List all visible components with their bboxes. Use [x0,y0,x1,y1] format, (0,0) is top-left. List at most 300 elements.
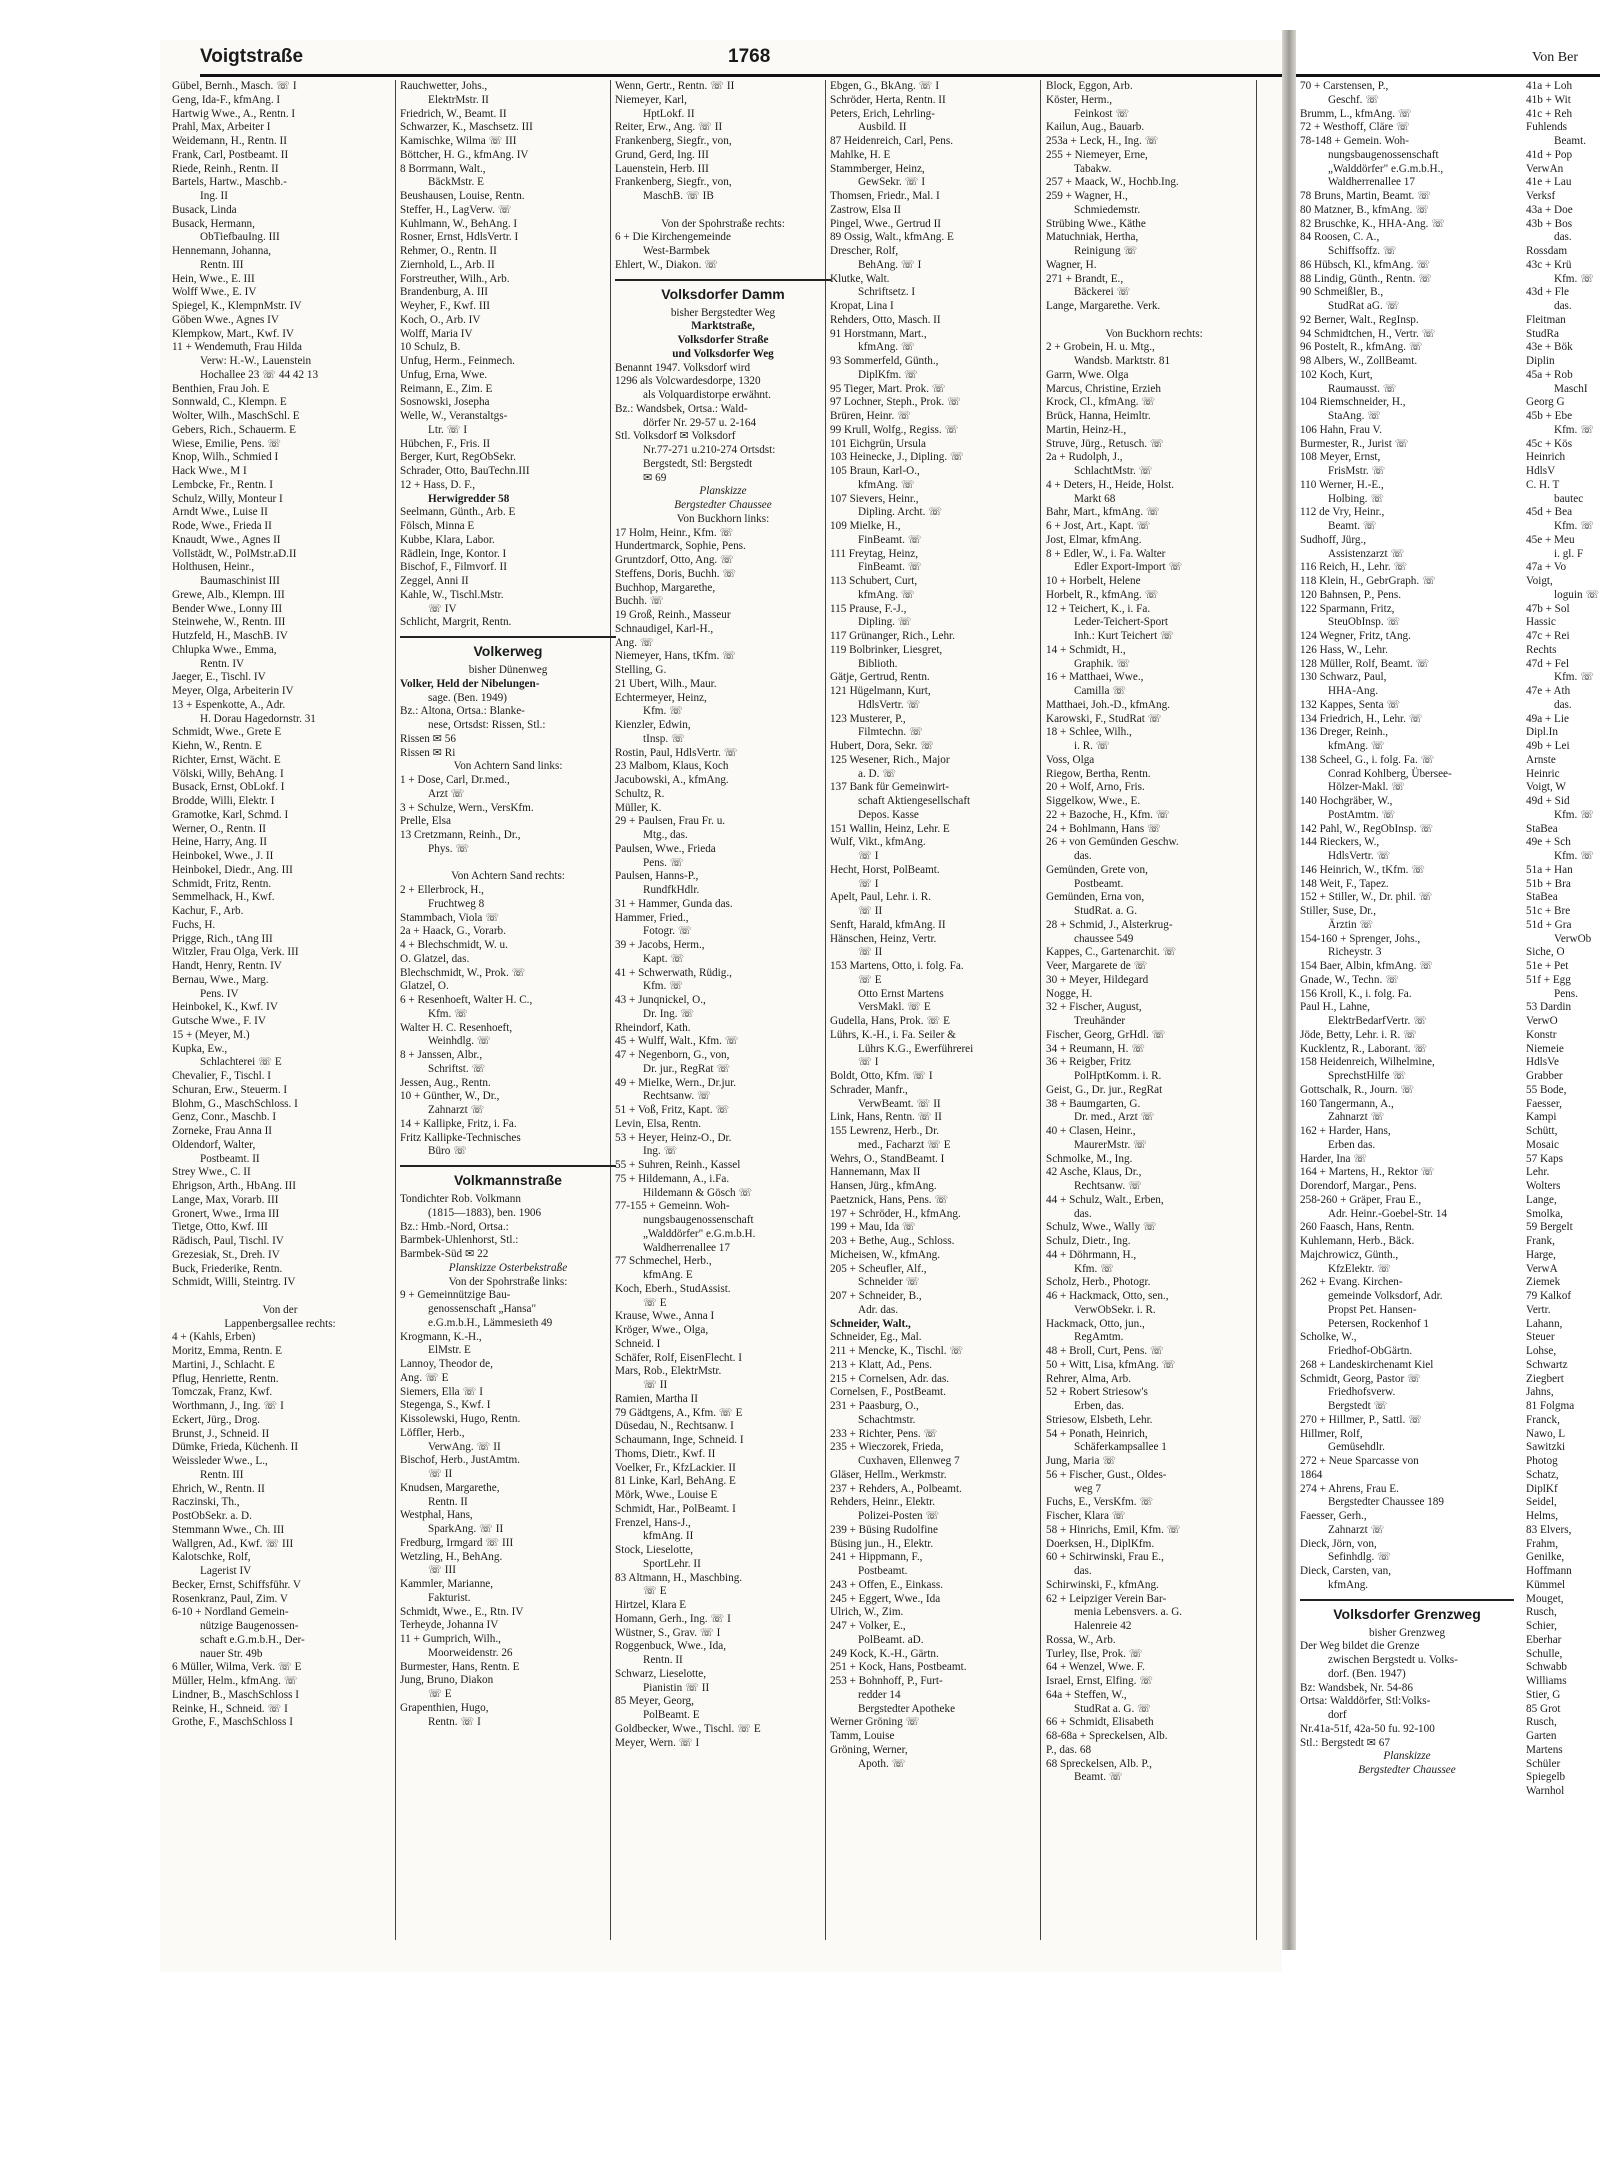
directory-entry: Barmbek-Uhlenhorst, Stl.: [400,1234,519,1247]
directory-entry: Knop, Wilh., Schmied I [172,451,279,464]
directory-entry: Pens. IV [200,987,239,1000]
directory-entry: SprechstHilfe ☏ [1328,1070,1407,1082]
directory-entry: Kalotschke, Rolf, [172,1551,251,1564]
directory-entry: Wehrs, O., StandBeamt. I [830,1152,945,1165]
directory-entry: Friedhofsverw. [1328,1386,1396,1399]
directory-entry: 8 Borrmann, Walt., [400,162,486,175]
directory-entry: Ang. ☏ E [400,1371,449,1384]
directory-entry: Moorweidenstr. 26 [428,1646,513,1659]
directory-entry: MaurerMstr. ☏ [1074,1138,1148,1151]
directory-entry: StaBea [1526,822,1558,835]
column-2-entries [400,80,616,630]
directory-entry: Schmidt, Willi, Steintrg. IV [172,1276,296,1289]
directory-entry: P., das. 68 [1046,1743,1092,1756]
directory-entry: 47b + Sol [1526,602,1570,615]
directory-entry: Tabakw. [1074,162,1112,175]
directory-entry: Marktstraße, [691,320,755,333]
directory-entry: 164 + Martens, H., Rektor ☏ [1300,1166,1435,1179]
directory-entry: Frankenberg, Siegfr., von, [615,135,732,147]
directory-entry: Kfm. ☏ [428,1007,469,1020]
directory-entry: 215 + Cornelsen, Adr. das. [830,1372,950,1385]
directory-entry: Grapenthien, Hugo, [400,1701,489,1714]
directory-entry: Striesow, Elsbeth, Lehr. [1046,1413,1153,1426]
directory-entry: Löffler, Herb., [400,1426,465,1439]
directory-entry: Düsedau, N., Rechtsanw. I [615,1420,734,1433]
directory-entry: Kahle, W., Tischl.Mstr. [400,588,504,601]
directory-entry: Arnste [1526,753,1556,766]
directory-entry: 132 Kappes, Senta ☏ [1300,698,1401,711]
directory-entry: nungsbaugenossenschaft [643,1214,754,1226]
directory-entry: 138 Scheel, G., i. folg. Fa. ☏ [1300,753,1435,766]
directory-entry: Wüstner, S., Grav. ☏ I [615,1626,721,1639]
directory-entry: Link, Hans, Rentn. ☏ II [830,1111,942,1124]
directory-entry: 64 + Wenzel, Wwe. F. [1046,1661,1145,1674]
directory-entry: 257 + Maack, W., Hochb.Ing. [1046,176,1179,189]
directory-entry: Brück, Hanna, Heimltr. [1046,410,1151,422]
directory-entry: 123 Musterer, P., [830,712,906,725]
directory-entry: 66 + Schmidt, Elisabeth [1046,1716,1154,1729]
directory-entry: Harder, Ina ☏ [1300,1152,1368,1165]
directory-entry: med., Facharzt ☏ E [858,1138,951,1151]
directory-entry: 89 Ossig, Walt., kfmAng. E [830,231,954,244]
directory-entry: ☏ I [858,877,879,890]
directory-entry: Scholke, W., [1300,1331,1357,1344]
header-rule [200,74,1282,77]
directory-entry: 144 Rieckers, W., [1300,836,1380,849]
directory-entry: KfzElektr. ☏ [1328,1262,1392,1275]
directory-entry: Arndt Wwe., Luise II [172,506,268,519]
directory-entry: 40 + Clasen, Heinr., [1046,1125,1136,1137]
directory-entry: 130 Schwarz, Paul, [1300,671,1387,684]
directory-entry: Schrader, Otto, BauTechn.III [400,465,530,477]
directory-entry: Rentn. IV [200,657,245,670]
directory-entry: Vollstädt, W., PolMstr.aD.II [172,547,297,560]
directory-entry: Krogmann, K.-H., [400,1330,482,1343]
directory-entry: Tietge, Otto, Kwf. III [172,1221,268,1234]
directory-entry: Koch, Eberh., StudAssist. [615,1282,731,1295]
directory-entry: ElMstr. E [428,1344,471,1357]
directory-entry: Genilke, [1526,1551,1565,1564]
directory-entry: Mahlke, H. E [830,148,891,161]
directory-entry: Von der [262,1303,298,1316]
directory-entry: BäckMstr. E [428,176,484,189]
directory-entry: 43d + Fle [1526,286,1569,299]
directory-entry: ElektrMstr. II [428,93,489,106]
directory-entry: 45b + Ebe [1526,410,1573,422]
directory-entry: 6 + Die Kirchengemeinde [615,231,731,244]
directory-entry: Kfm. ☏ [643,980,684,993]
directory-entry: Kuhlemann, Herb., Bäck. [1300,1235,1415,1247]
directory-entry: Levin, Elsa, Rentn. [615,1117,702,1130]
directory-entry: bautec [1554,492,1584,505]
directory-entry: Bergstedter Chaussee 189 [1328,1496,1444,1509]
directory-entry: ☏ E [428,1688,452,1700]
directory-entry: ☏ E [643,1296,667,1309]
directory-entry: Ing. II [200,190,228,202]
directory-entry: Postbeamt. [1074,877,1124,890]
directory-entry: 17 Holm, Heinr., Kfm. ☏ [615,526,734,539]
directory-entry: 199 + Mau, Ida ☏ [830,1221,916,1234]
directory-entry: Bergstedter Apotheke [858,1702,956,1715]
directory-entry: Vertr. [1526,1303,1551,1316]
directory-entry: Photog [1526,1455,1558,1467]
directory-entry: 51f + Egg [1526,973,1571,986]
directory-entry: Voigt, W [1526,781,1566,794]
directory-entry: und Volksdorfer Weg [672,347,774,360]
directory-entry: Westphal, Hans, [400,1509,473,1522]
directory-entry: Fischer, Georg, GrHdl. ☏ [1046,1028,1166,1041]
directory-entry: 12 + Teichert, K., i. Fa. [1046,602,1151,615]
directory-entry: Senft, Harald, kfmAng. II [830,918,946,931]
directory-entry: Friedrich, W., Beamt. II [400,107,507,120]
directory-entry: Frank, Carl, Postbeamt. II [172,148,289,161]
directory-entry: Spiegelb [1526,1771,1566,1784]
column-2 [400,80,616,1965]
directory-entry: Siggelkow, Wwe., E. [1046,795,1141,807]
directory-entry: Ebgen, G., BkAng. ☏ I [830,80,940,92]
directory-entry: 75 + Hildemann, A., i.Fa. [615,1172,730,1185]
directory-entry: Wallgren, Ad., Kwf. ☏ III [172,1537,294,1550]
directory-entry: Rentn. III [200,1468,244,1481]
directory-entry: 146 Heinrich, W., tKfm. ☏ [1300,863,1426,876]
directory-entry: Eckert, Jürg., Drog. [172,1413,261,1426]
directory-entry: 272 + Neue Sparcasse von [1300,1455,1419,1467]
directory-entry: 12 + Hass, D. F., [400,478,476,491]
directory-entry: Rentn. III [200,258,244,271]
directory-entry: Sonnwald, C., Klempn. E [172,396,287,409]
directory-entry: RegAmtm. [1074,1331,1124,1344]
directory-entry: Nr.41a-51f, 42a-50 fu. 92-100 [1300,1722,1435,1735]
directory-entry: Boldt, Otto, Kfm. ☏ I [830,1070,933,1082]
directory-entry: Gübel, Bernh., Masch. ☏ I [172,80,297,92]
directory-entry: Brumm, L., kfmAng. ☏ [1300,107,1412,120]
directory-entry: DiplKfm. ☏ [858,368,918,381]
directory-entry: 98 Albers, W., ZollBeamt. [1300,355,1418,367]
directory-entry: Tondichter Rob. Volkmann [400,1193,521,1205]
directory-entry: 14 + Schmidt, H., [1046,643,1126,656]
directory-entry: Unfug, Herm., Feinmech. [400,355,515,367]
directory-entry: Ang. ☏ [615,636,654,649]
directory-entry: Schulz, Wwe., Wally ☏ [1046,1221,1157,1234]
directory-entry: 255 + Niemeyer, Erne, [1046,148,1148,161]
directory-entry: Buchh. ☏ [615,595,664,608]
directory-entry: Kamischke, Wilma ☏ III [400,135,517,147]
directory-entry: Gudella, Hans, Prok. ☏ E [830,1015,950,1027]
directory-entry: Gronert, Wwe., Irma III [172,1207,280,1220]
directory-entry: 156 Kroll, K., i. folg. Fa. [1300,987,1412,1000]
directory-entry: Block, Eggon, Arb. [1046,80,1133,92]
directory-entry: 134 Friedrich, H., Lehr. ☏ [1300,712,1423,725]
column-6 [1300,80,1514,1940]
directory-entry: Erben das. [1328,1138,1376,1151]
directory-entry: Richeystr. 3 [1328,946,1382,959]
directory-entry: 245 + Eggert, Wwe., Ida [830,1592,941,1605]
directory-entry: Heinbokel, Wwe., J. II [172,850,274,862]
directory-entry: 116 Reich, H., Lehr. ☏ [1300,561,1408,574]
directory-entry: Sawitzki [1526,1441,1566,1454]
directory-entry: VersMakl. ☏ E [858,1001,931,1014]
section-title-volksdorfer-grenzweg: Volksdorfer Grenzweg [1300,1599,1514,1623]
directory-entry: dorf. (Ben. 1947) [1328,1667,1406,1680]
directory-entry: Inh.: Kurt Teichert ☏ [1074,630,1174,642]
directory-entry: Rusch, [1526,1716,1557,1729]
directory-entry: Fleitman [1526,313,1566,326]
directory-entry: Burmester, Hans, Rentn. E [400,1660,520,1673]
directory-entry: Pens. [1554,987,1578,1000]
directory-entry: 51d + Gra [1526,918,1572,931]
directory-entry: 271 + Brandt, E., [1046,272,1124,285]
directory-entry: Walter H. C. Resenhoeft, [400,1021,513,1034]
directory-entry: Sefinhdlg. ☏ [1328,1551,1392,1564]
directory-entry: 44 + Döhrmann, H., [1046,1248,1137,1261]
directory-entry: Frank, [1526,1235,1555,1247]
directory-entry: Schlicht, Margrit, Rentn. [400,616,512,629]
directory-entry: Wandsb. Marktstr. 81 [1074,355,1171,367]
directory-entry: Bergstedt, Stl: Bergstedt [643,457,753,470]
directory-entry: Petersen, Rockenhof 1 [1328,1317,1429,1330]
directory-entry: Treuhänder [1074,1015,1126,1027]
directory-entry: Strübing Wwe., Käthe [1046,217,1146,230]
volksdorfer-grenzweg-entries [1300,1627,1514,1778]
directory-entry: Blechschmidt, W., Prok. ☏ [400,966,526,979]
directory-entry: Büro ☏ [428,1145,468,1158]
directory-entry: ☏ E [858,973,882,986]
directory-entry: Kachur, F., Arb. [172,905,244,917]
directory-entry: 41d + Pop [1526,148,1573,161]
column-5 [1046,80,1262,1965]
directory-entry: Propst Pet. Hansen- [1328,1303,1417,1316]
directory-entry: 45e + Meu [1526,533,1575,546]
directory-entry: Rissen ✉ 56 [400,732,456,745]
directory-entry: kfmAng. [1328,1578,1369,1591]
directory-entry: Weidemann, H., Rentn. II [172,135,287,147]
directory-entry: 21 Ubert, Wilh., Maur. [615,677,717,690]
directory-entry: Fotogr. ☏ [643,925,692,938]
directory-entry: Hammer, Fried., [615,911,689,924]
directory-entry: Bz.: Hmb.-Nord, Ortsa.: [400,1220,509,1233]
directory-entry: 88 Lindig, Günth., Rentn. ☏ [1300,272,1433,285]
directory-entry: Jung, Bruno, Diakon [400,1674,494,1687]
directory-entry: 128 Müller, Rolf, Beamt. ☏ [1300,657,1430,670]
directory-entry: Steuer [1526,1331,1555,1344]
directory-entry [615,204,831,218]
directory-entry: 235 + Wieczorek, Frieda, [830,1441,944,1454]
directory-entry: Paulsen, Wwe., Frieda [615,842,716,855]
directory-entry: Schröder, Herta, Rentn. II [830,93,946,106]
directory-entry: Diplin [1526,355,1555,367]
directory-entry: Steffens, Doris, Buchh. ☏ [615,567,737,580]
directory-entry: 258-260 + Gräper, Frau E., [1300,1193,1422,1206]
directory-entry: PolHptKomm. i. R. [1074,1070,1162,1082]
directory-entry: Völski, Willy, BehAng. I [172,767,284,780]
directory-entry: Wolff Wwe., E. IV [172,286,257,299]
directory-entry: Kröger, Wwe., Olga, [615,1324,709,1336]
directory-entry: 94 Schmidtchen, H., Vertr. ☏ [1300,327,1436,340]
directory-entry: Feinkost ☏ [1074,107,1130,120]
directory-entry: Ehrigson, Arth., HbAng. III [172,1180,296,1192]
directory-entry: Schwarz, Lieselotte, [615,1667,707,1680]
directory-entry: Schmolke, M., Ing. [1046,1152,1133,1165]
directory-entry: Bischof, F., Filmvorf. II [400,561,507,574]
directory-entry: ☏ II [643,1379,668,1391]
directory-entry: Jung, Maria ☏ [1046,1455,1117,1467]
directory-entry: Bäckerei ☏ [1074,286,1131,299]
directory-entry: 11 + Gumprich, Wilh., [400,1633,501,1645]
directory-entry: Zastrow, Elsa II [830,203,902,216]
directory-entry: H. Dorau Hagedornstr. 31 [200,712,316,725]
directory-entry: Schneid. I [615,1337,661,1350]
directory-entry: Planskizze [699,485,747,498]
directory-entry: Verksf [1526,190,1556,202]
directory-entry: 47e + Ath [1526,685,1571,697]
directory-entry: Dipling. ☏ [858,616,912,629]
directory-entry: 45 + Wulff, Walt., Kfm. ☏ [615,1035,739,1048]
directory-entry: 84 Roosen, C. A., [1300,231,1380,244]
directory-entry: 253 + Bohnhoff, P., Furt- [830,1675,943,1687]
directory-entry: 54 + Ponath, Heinrich, [1046,1427,1148,1440]
directory-entry: Lehr. [1526,1166,1550,1179]
directory-entry: HptLokf. II [643,107,695,120]
directory-entry: Dr. jur., RegRat ☏ [643,1062,731,1075]
directory-entry: redder 14 [858,1688,901,1701]
directory-entry: Pens. ☏ [643,856,684,869]
directory-entry: 22 + Bazoche, H., Kfm. ☏ [1046,808,1170,821]
directory-entry: Kropat, Lina I [830,300,894,312]
directory-entry: 18 + Schlee, Wilh., [1046,726,1132,739]
directory-entry: ☏ I [858,1056,879,1069]
directory-entry: Kfm. ☏ [1554,671,1595,684]
directory-entry: 233 + Richter, Pens. ☏ [830,1427,938,1440]
directory-entry: 95 Tieger, Mart. Prok. ☏ [830,382,946,395]
directory-entry: Drescher, Rolf, [830,245,899,257]
directory-entry: Genz, Conr., Maschb. I [172,1111,277,1124]
directory-entry: 43c + Krü [1526,258,1572,271]
directory-entry: Rehders, Otto, Masch. II [830,313,941,326]
directory-entry: Gebers, Rich., Schauerm. E [172,423,296,436]
directory-entry: Schmidt, Georg, Pastor ☏ [1300,1372,1421,1385]
directory-entry: Lohse, [1526,1345,1557,1357]
directory-entry: Meyer, Wern. ☏ I [615,1736,700,1749]
directory-entry: Stammbach, Viola ☏ [400,911,500,924]
directory-entry: Thoms, Dietr., Kwf. II [615,1447,716,1460]
directory-entry: weg 7 [1074,1482,1102,1495]
directory-entry: 72 + Westhoff, Cläre ☏ [1300,121,1411,134]
directory-entry: 118 Klein, H., GebrGraph. ☏ [1300,575,1436,587]
directory-entry: „Walddörfer" e.G.m.b.H. [643,1227,756,1240]
directory-entry: Schulz, Willy, Monteur I [172,492,283,505]
directory-entry: Holbing. ☏ [1328,492,1385,505]
column-3-entries [615,80,831,273]
directory-entry: Mars, Rob., ElektrMstr. [615,1365,722,1378]
directory-entry: Schwarzer, K., Maschsetz. III [400,121,533,134]
directory-entry: Schmidt, Wwe., Grete E [172,726,282,739]
volkmannstrasse-entries [400,1193,616,1729]
directory-entry: Paulsen, Hanns-P., [615,870,699,883]
directory-entry: das. [1554,300,1572,312]
directory-entry: Wenn, Gertr., Rentn. ☏ II [615,80,735,92]
directory-entry: Rentn. ☏ I [428,1715,481,1728]
directory-entry: 107 Sievers, Heinr., [830,492,919,505]
directory-entry: Kfm. ☏ [1554,272,1595,285]
directory-entry: 197 + Schröder, H., kfmAng. [830,1207,961,1220]
directory-entry [400,857,616,871]
directory-entry: FinBeamt. ☏ [858,561,922,574]
directory-entry: Dümke, Frieda, Küchenh. II [172,1441,299,1454]
directory-entry: 45d + Bea [1526,506,1573,519]
directory-entry: 44 + Schulz, Walt., Erben, [1046,1193,1164,1206]
directory-entry: 4 + (Kahls, Erben) [172,1331,256,1344]
directory-entry: Graphik. ☏ [1074,657,1131,670]
directory-entry: Frankenberg, Siegfr., von, [615,176,732,189]
directory-entry: Kammler, Marianne, [400,1578,494,1590]
directory-entry: Fuchs, H. [172,918,216,931]
directory-entry: StudRa [1526,327,1559,340]
directory-entry: 39 + Jacobs, Herm., [615,939,705,951]
directory-entry: Rossdam [1526,245,1568,257]
directory-entry: 51 + Voß, Fritz, Kapt. ☏ [615,1104,730,1116]
directory-entry: 45a + Rob [1526,368,1573,381]
directory-entry: 6-10 + Nordland Gemein- [172,1606,289,1619]
directory-entry: Göben Wwe., Agnes IV [172,313,279,326]
directory-entry: 15 + (Meyer, M.) [172,1028,250,1041]
directory-entry: Geng, Ida-F., kfmAng. I [172,93,281,106]
directory-entry: Apelt, Paul, Lehr. i. R. [830,891,931,904]
directory-entry: Rossa, W., Arb. [1046,1633,1116,1646]
directory-entry: 142 Pahl, W., RegObInsp. ☏ [1300,822,1434,835]
column-3 [615,80,831,1965]
section-title-volksdorfer-damm: Volksdorfer Damm [615,279,831,303]
directory-entry: 36 + Reigber, Fritz [1046,1056,1131,1069]
directory-entry: 49d + Sid [1526,795,1570,807]
directory-entry: 122 Sparmann, Fritz, [1300,602,1395,615]
directory-entry: 117 Grünanger, Rich., Lehr. [830,630,955,642]
directory-entry: Hack Wwe., M I [172,465,247,477]
directory-entry: 126 Hass, W., Lehr. [1300,643,1388,656]
directory-entry: Voelker, Fr., KfzLackier. II [615,1461,736,1474]
directory-entry: Bartels, Hartw., Maschb.- [172,176,287,189]
column-rule [395,80,396,1940]
directory-entry: Rauchwetter, Johs., [400,80,488,92]
directory-entry: Bender Wwe., Lonny III [172,602,283,615]
directory-entry: Gemünden, Erna von, [1046,891,1145,904]
directory-entry: 58 + Hinrichs, Emil, Kfm. ☏ [1046,1523,1181,1536]
directory-entry: 49e + Sch [1526,836,1571,849]
directory-entry: Grund, Gerd, Ing. III [615,148,709,161]
directory-entry: 46 + Hackmack, Otto, sen., [1046,1290,1169,1302]
directory-entry: PolBeamt. E [643,1709,700,1721]
directory-entry: ObTiefbauIng. III [200,231,280,244]
directory-entry: Hennemann, Johanna, [172,245,272,257]
directory-entry: Niemeyer, Karl, [615,93,687,106]
directory-entry: Zahnarzt ☏ [1328,1523,1385,1536]
directory-entry: schaft Aktiengesellschaft [858,795,971,807]
directory-entry: Helms, [1526,1510,1559,1522]
directory-entry: 81 Linke, Karl, BehAng. E [615,1475,736,1488]
directory-entry: 203 + Bethe, Aug., Schloss. [830,1235,955,1247]
directory-entry: 3 + Schulze, Wern., VersKfm. [400,801,534,814]
directory-entry: 47d + Fel [1526,657,1569,670]
directory-entry: Brunst, J., Schneid. II [172,1427,270,1440]
directory-entry: nützige Baugenossen- [200,1620,299,1632]
directory-entry: 108 Meyer, Ernst, [1300,451,1381,464]
directory-entry: Paul H., Lahne, [1300,1001,1370,1014]
directory-entry [172,1290,388,1304]
directory-entry: Karowski, F., StudRat ☏ [1046,712,1162,725]
directory-entry: 4 + Deters, H., Heide, Holst. [1046,478,1175,491]
directory-entry: Harge, [1526,1248,1556,1261]
directory-entry: Lahann, [1526,1317,1563,1330]
directory-entry: Lührs, K.-H., i. Fa. Seiler & [830,1028,956,1041]
